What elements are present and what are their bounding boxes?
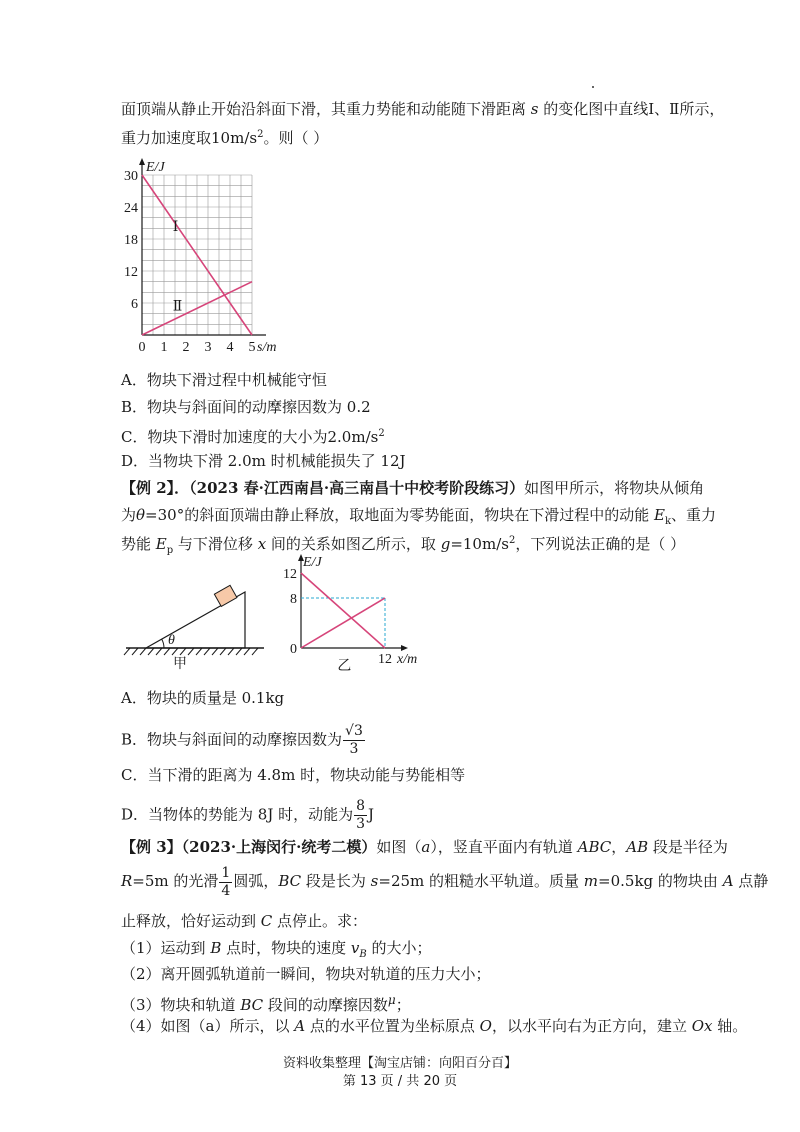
hatch-mark — [196, 648, 202, 655]
question-text: 段间的动摩擦因数 — [263, 996, 388, 1014]
hatch-mark — [244, 648, 250, 655]
hatch-mark — [236, 648, 242, 655]
example-text: 与下滑位移 — [173, 535, 258, 553]
question-text: 轴。 — [712, 1017, 748, 1035]
chart2-series — [301, 573, 385, 648]
var-Ox: Ox — [691, 1017, 713, 1035]
var-B: B — [210, 939, 222, 957]
exponent: 2 — [508, 535, 516, 546]
subscript: p — [166, 545, 174, 556]
x-tick-label: 4 — [226, 340, 234, 355]
exponent: 2 — [378, 428, 385, 439]
block — [214, 585, 237, 606]
var-x: x — [257, 535, 267, 553]
y-tick-label: 24 — [124, 201, 138, 216]
question-text: 点的水平位置为坐标原点 — [305, 1017, 480, 1035]
series-line-increasing — [301, 598, 385, 648]
x-axis-label: x/m — [397, 652, 418, 667]
hatch-mark — [148, 648, 154, 655]
var-C: C — [260, 912, 273, 930]
y-tick-label: 12 — [283, 567, 297, 582]
fraction-numerator: √3 — [345, 723, 363, 739]
ex2-line-1 — [121, 478, 704, 498]
question-text: （4）如图（a）所示，以 — [121, 1017, 295, 1035]
hatch-mark — [204, 648, 210, 655]
x-tick-label: 0 — [290, 642, 297, 657]
question-text: 的大小； — [366, 939, 432, 957]
chart1-labels — [124, 160, 276, 355]
angle-arc — [162, 639, 164, 648]
question-text: ，以水平向右为正方向，建立 — [491, 1017, 692, 1035]
chart2-labels — [283, 555, 417, 673]
ex2-option-b — [121, 723, 366, 758]
example-text: 圆弧， — [233, 872, 279, 890]
intro-line-2 — [121, 125, 328, 148]
fraction-denominator: 3 — [349, 741, 359, 757]
example-label: 【例 2】． — [121, 479, 190, 497]
x-tick-label: 3 — [204, 340, 212, 355]
option-text: C．物块下滑时加速度的大小为 — [121, 428, 328, 446]
y-tick-label: 12 — [124, 265, 138, 280]
option-text: A．物块的质量是 0.1kg — [121, 689, 285, 707]
question-text: ； — [395, 996, 411, 1014]
var-m: m — [583, 872, 599, 890]
figure-caption: 甲 — [173, 657, 187, 670]
x-axis-label: s/m — [257, 340, 277, 355]
example-text: 如图甲所示，将物块从倾角 — [524, 479, 705, 497]
option-text: D．当物块下滑 2.0m 时机械能损失了 12J — [121, 452, 406, 470]
hatch-mark — [228, 648, 234, 655]
incline-figure — [120, 578, 270, 670]
unit: 10m/s — [211, 129, 258, 147]
exponent: 2 — [257, 129, 264, 140]
x-tick-label: 2 — [182, 340, 190, 355]
example-text: ， — [611, 838, 627, 856]
question-text: （3）物块和轨道 — [121, 996, 241, 1014]
series-label-II: Ⅱ — [172, 299, 183, 315]
y-tick-label: 18 — [124, 233, 138, 248]
var-E: E — [155, 535, 167, 553]
example-source: （2023 春·江西南昌·高三南昌十中校考阶段练习） — [189, 479, 525, 497]
example-text: =0.5kg 的物块由 — [598, 872, 723, 890]
ex2-option-a — [121, 688, 284, 708]
intro-text: 面顶端从静止开始沿斜面下滑，其重力势能和动能随下滑距离 — [121, 100, 531, 118]
example-text: 为 — [121, 506, 137, 524]
hatch-mark — [140, 648, 146, 655]
q1-option-b — [121, 397, 371, 417]
example-source: （2023·上海闵行·统考二模） — [181, 838, 377, 856]
hatch-mark — [180, 648, 186, 655]
var-AB: AB — [626, 838, 649, 856]
example-text: ），竖直平面内有轨道 — [430, 838, 578, 856]
y-axis-label: E/J — [146, 160, 165, 175]
hatch-mark — [124, 648, 130, 655]
ex3-line-2 — [121, 864, 768, 900]
ex3-question-4 — [121, 1016, 747, 1036]
var-BC: BC — [278, 872, 302, 890]
figure-caption: 乙 — [337, 659, 352, 673]
fraction-1-over-4 — [219, 865, 232, 900]
ex3-question-1 — [121, 938, 432, 965]
intro-text: 的变化图中直线Ⅰ、Ⅱ所示， — [538, 100, 725, 118]
page-number: 第 13 页 / 共 20 页 — [342, 1074, 458, 1089]
hatch-mark — [164, 648, 170, 655]
angle-label: θ — [168, 633, 175, 648]
example-text: 段是长为 — [301, 872, 371, 890]
chart1-axes — [139, 158, 266, 335]
option-text: B．物块与斜面间的动摩擦因数为 0.2 — [121, 398, 371, 416]
example-text: 势能 — [121, 535, 156, 553]
question-text: （1）运动到 — [121, 939, 211, 957]
hatch-mark — [212, 648, 218, 655]
hatch-mark — [172, 648, 178, 655]
q1-option-d — [121, 451, 406, 471]
var-A: A — [294, 1017, 306, 1035]
block-rect — [214, 585, 237, 606]
q1-option-c — [121, 424, 385, 447]
hatch-mark — [188, 648, 194, 655]
hatch-mark — [132, 648, 138, 655]
subscript: B — [359, 949, 367, 960]
ex3-question-3 — [121, 990, 411, 1015]
fraction-numerator: 1 — [221, 864, 231, 881]
energy-chart-1 — [120, 150, 290, 360]
var-s: s — [370, 872, 379, 890]
x-tick-label: 5 — [248, 340, 256, 355]
y-tick-label: 6 — [131, 297, 138, 312]
example-text: 点静 — [733, 872, 769, 890]
example-text: =30°的斜面顶端由静止释放，取地面为零势能面，物块在下滑过程中的动能 — [145, 506, 654, 524]
y-tick-label: 30 — [124, 169, 138, 184]
x-axis-arrow — [401, 645, 408, 651]
hatch-mark — [252, 648, 258, 655]
ex2-option-c — [121, 765, 465, 785]
y-tick-label: 8 — [290, 592, 297, 607]
y-axis-label: E/J — [303, 555, 322, 570]
hatch-mark — [156, 648, 162, 655]
ex3-line-1 — [121, 837, 728, 857]
scan-dot — [592, 86, 594, 88]
unit: J — [368, 805, 375, 824]
ex2-option-d — [121, 798, 374, 833]
ex2-line-2 — [121, 505, 716, 532]
example-text: 止释放，恰好运动到 — [121, 912, 261, 930]
option-text: C．当下滑的距离为 4.8m 时，物块动能与势能相等 — [121, 766, 466, 784]
fraction-numerator: 8 — [356, 798, 366, 814]
example-text: 点停止。求： — [272, 912, 368, 930]
var-A: A — [722, 872, 734, 890]
example-text: ，下列说法正确的是（ ） — [515, 535, 686, 553]
ex3-line-3 — [121, 911, 367, 931]
var-R: R — [121, 872, 133, 890]
var-mu: μ — [387, 993, 396, 1007]
x-tick-label: 0 — [138, 340, 146, 355]
q1-option-a — [121, 370, 327, 390]
example-text: 如图（ — [376, 838, 422, 856]
series-label-I: Ⅰ — [172, 220, 179, 235]
example-text: 、重力 — [671, 506, 717, 524]
var-ABC: ABC — [577, 838, 612, 856]
fraction-denominator: 3 — [356, 816, 366, 832]
var-g: g — [440, 535, 451, 553]
example-text: 段是半径为 — [648, 838, 728, 856]
fraction-sqrt3-over-3 — [343, 723, 365, 758]
question-text: （2）离开圆弧轨道前一瞬间，物块对轨道的压力大小； — [121, 965, 491, 983]
intro-text: 。则（ ） — [263, 129, 329, 147]
energy-chart-2 — [275, 548, 435, 673]
option-text: D．当物体的势能为 8J 时，动能为 — [121, 805, 354, 824]
var-O: O — [479, 1017, 492, 1035]
fraction-denominator: 4 — [221, 882, 231, 899]
subscript: k — [664, 516, 671, 527]
y-axis-arrow — [139, 158, 145, 165]
x-tick-label: 12 — [378, 652, 392, 667]
var-a: a — [421, 838, 431, 856]
x-tick-label: 1 — [160, 340, 168, 355]
var-E: E — [653, 506, 665, 524]
series-line-decreasing — [301, 573, 385, 648]
footer-source: 资料收集整理【淘宝店铺：向阳百分百】 — [282, 1056, 517, 1071]
unit: 2.0m/s — [327, 428, 379, 446]
option-text: B．物块与斜面间的动摩擦因数为 — [121, 730, 343, 749]
option-text: A．物块下滑过程中机械能守恒 — [121, 371, 327, 389]
var-v: v — [350, 939, 360, 957]
example-label: 【例 3】 — [121, 838, 182, 856]
question-text: 点时，物块的速度 — [221, 939, 351, 957]
var-s: s — [530, 100, 539, 118]
intro-line-1 — [121, 99, 724, 119]
var-BC: BC — [240, 996, 264, 1014]
var-theta: θ — [136, 506, 146, 524]
example-text: 间的关系如图乙所示，取 — [266, 535, 441, 553]
intro-text: 重力加速度取 — [121, 129, 212, 147]
ground-hatch — [124, 648, 258, 655]
example-text: =5m 的光滑 — [132, 872, 219, 890]
hatch-mark — [220, 648, 226, 655]
example-text: =10m/s — [450, 535, 509, 553]
ex3-question-2 — [121, 964, 491, 984]
example-text: =25m 的粗糙水平轨道。质量 — [378, 872, 584, 890]
fraction-8-over-3 — [354, 798, 367, 833]
